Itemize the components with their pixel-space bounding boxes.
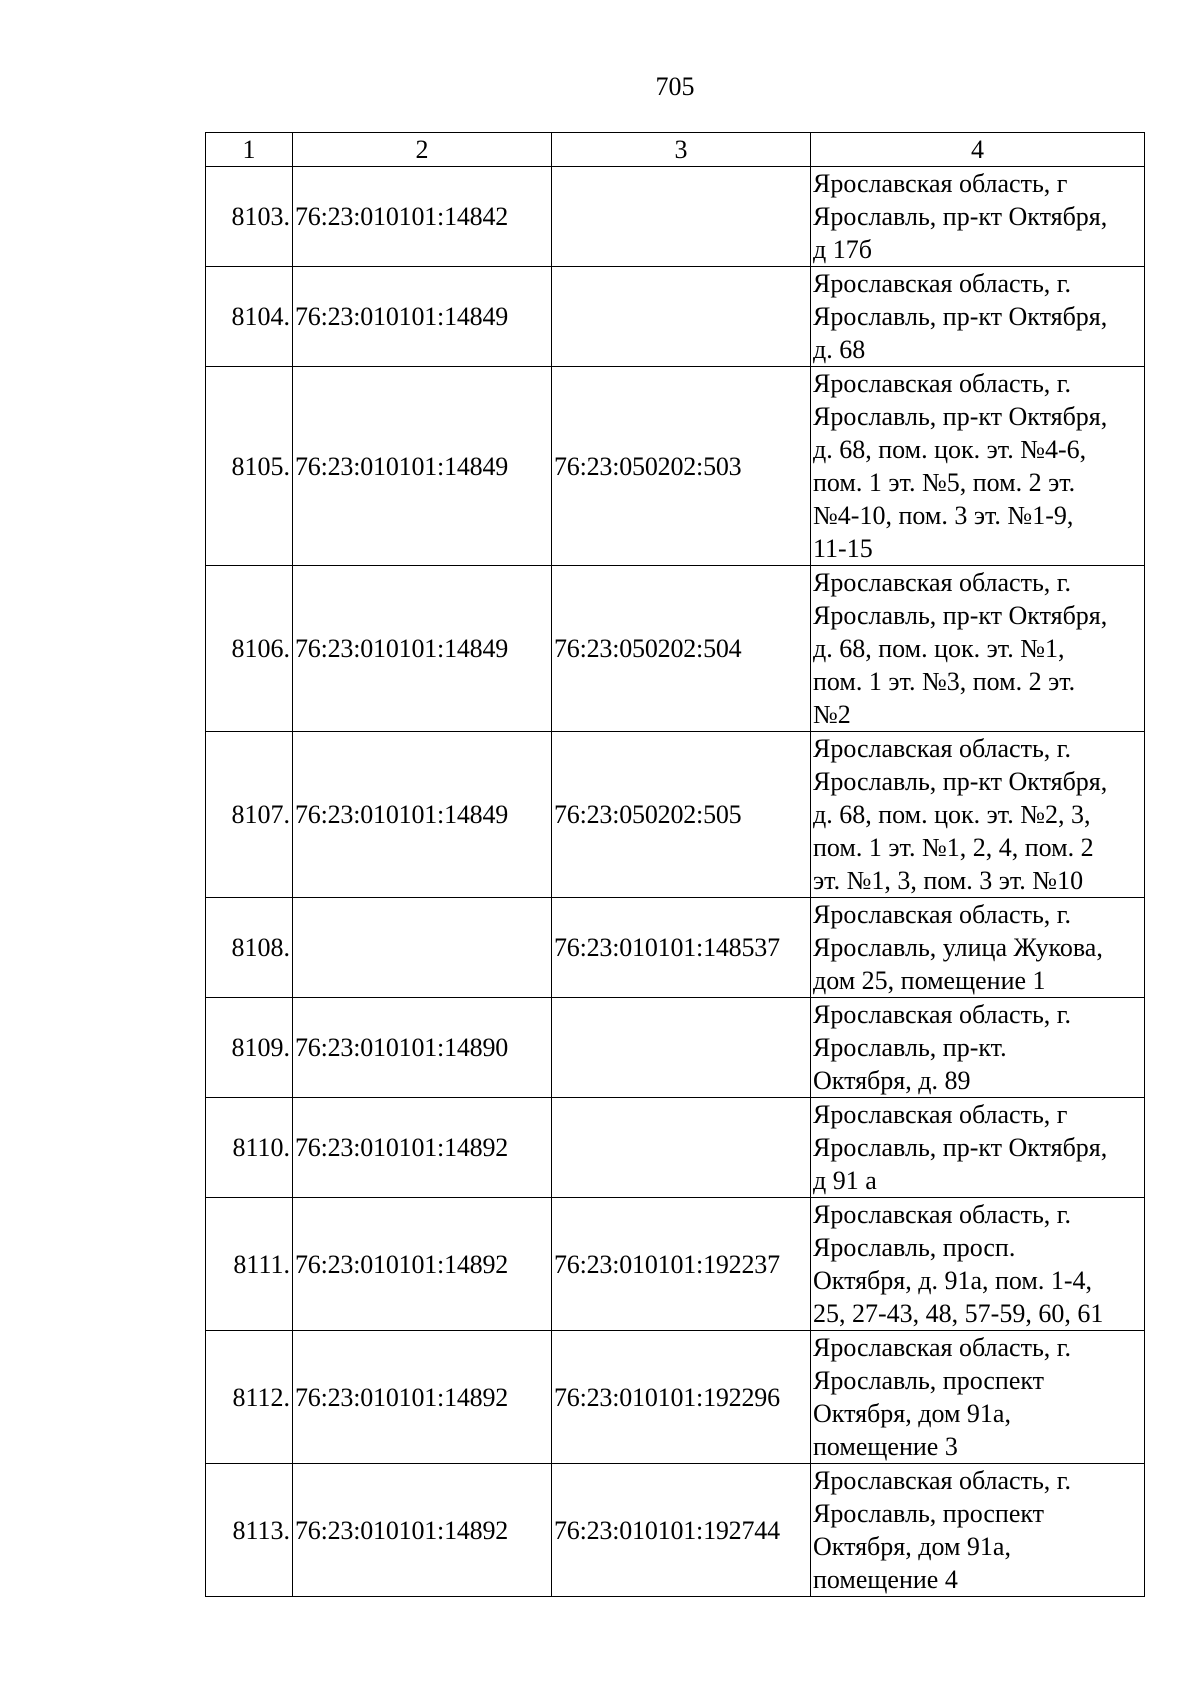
address-cell: [811, 1331, 1145, 1464]
address-line: Ярославская область, г.: [813, 269, 1072, 298]
table-body: [206, 167, 1145, 1597]
address-line: Ярославль, улица Жукова,: [813, 933, 1103, 962]
cadastral-number-main: [293, 898, 552, 998]
address-line: Ярославль, пр-кт Октября,: [813, 767, 1108, 796]
table-row: [206, 566, 1145, 732]
cadastral-number-main: 76:23:010101:14849: [293, 367, 552, 566]
cadastral-number-main: 76:23:010101:14892: [293, 1198, 552, 1331]
address-cell: [811, 1098, 1145, 1198]
address-line: Октября, дом 91а,: [813, 1532, 1011, 1561]
page-number: 705: [655, 72, 695, 101]
cadastral-number-main: 76:23:010101:14849: [293, 566, 552, 732]
address-line: Ярославль, проспект: [813, 1499, 1045, 1528]
cadastral-number-premises: 76:23:050202:505: [552, 732, 811, 898]
cadastral-number-premises: 76:23:050202:504: [552, 566, 811, 732]
address-line: Ярославская область, г.: [813, 1466, 1072, 1495]
address-line: д 91 а: [813, 1166, 877, 1195]
row-number: 8104.: [206, 267, 293, 367]
cadastral-number-premises: [552, 1098, 811, 1198]
row-number: 8109.: [206, 998, 293, 1098]
header-col-4: 4: [811, 133, 1145, 167]
cadastral-number-main: 76:23:010101:14892: [293, 1098, 552, 1198]
address-line: Ярославль, просп.: [813, 1233, 1016, 1262]
row-number: 8103.: [206, 167, 293, 267]
cadastral-number-premises: [552, 267, 811, 367]
cadastral-number-premises: [552, 167, 811, 267]
cadastral-number-main: 76:23:010101:14849: [293, 732, 552, 898]
table-row: [206, 1331, 1145, 1464]
address-line: Ярославская область, г.: [813, 1000, 1072, 1029]
address-cell: [811, 1198, 1145, 1331]
address-line: 25, 27-43, 48, 57-59, 60, 61: [813, 1299, 1104, 1328]
address-line: д. 68, пом. цок. эт. №4-6,: [813, 435, 1087, 464]
address-cell: [811, 167, 1145, 267]
address-cell: [811, 267, 1145, 367]
table-row: [206, 1098, 1145, 1198]
cadastral-number-main: 76:23:010101:14890: [293, 998, 552, 1098]
address-line: помещение 4: [813, 1565, 958, 1594]
address-line: Ярославль, пр-кт Октября,: [813, 402, 1108, 431]
address-line: Ярославская область, г.: [813, 568, 1072, 597]
cadastral-number-premises: 76:23:010101:192744: [552, 1464, 811, 1597]
address-line: пом. 1 эт. №3, пом. 2 эт.: [813, 667, 1076, 696]
address-line: Ярославль, проспект: [813, 1366, 1045, 1395]
address-line: Ярославль, пр-кт Октября,: [813, 302, 1108, 331]
table-row: [206, 1198, 1145, 1331]
address-line: д. 68, пом. цок. эт. №1,: [813, 634, 1065, 663]
table-row: [206, 732, 1145, 898]
row-number: 8108.: [206, 898, 293, 998]
address-line: Ярославская область, г.: [813, 1200, 1072, 1229]
address-line: Ярославская область, г.: [813, 369, 1072, 398]
address-line: №4-10, пом. 3 эт. №1-9,: [813, 501, 1074, 530]
address-line: 11-15: [813, 534, 873, 563]
address-line: дом 25, помещение 1: [813, 966, 1046, 995]
header-col-3: 3: [552, 133, 811, 167]
address-line: Октября, д. 89: [813, 1066, 971, 1095]
address-line: Октября, дом 91а,: [813, 1399, 1011, 1428]
address-cell: [811, 998, 1145, 1098]
address-line: Ярославская область, г.: [813, 900, 1072, 929]
cadastral-number-premises: 76:23:010101:148537: [552, 898, 811, 998]
header-col-2: 2: [293, 133, 552, 167]
address-cell: [811, 566, 1145, 732]
address-line: помещение 3: [813, 1432, 958, 1461]
row-number: 8111.: [206, 1198, 293, 1331]
address-line: Ярославль, пр-кт Октября,: [813, 1133, 1108, 1162]
address-line: Октября, д. 91а, пом. 1-4,: [813, 1266, 1093, 1295]
address-line: Ярославль, пр-кт Октября,: [813, 601, 1108, 630]
cadastral-number-premises: 76:23:050202:503: [552, 367, 811, 566]
address-line: эт. №1, 3, пом. 3 эт. №10: [813, 866, 1084, 895]
table-row: [206, 167, 1145, 267]
address-line: Ярославская область, г.: [813, 1333, 1072, 1362]
address-line: Ярославская область, г: [813, 169, 1068, 198]
row-number: 8105.: [206, 367, 293, 566]
address-cell: [811, 367, 1145, 566]
address-cell: [811, 732, 1145, 898]
address-line: Ярославль, пр-кт Октября,: [813, 202, 1108, 231]
address-line: Ярославская область, г: [813, 1100, 1068, 1129]
row-number: 8113.: [206, 1464, 293, 1597]
address-line: д 17б: [813, 235, 872, 264]
table-row: [206, 898, 1145, 998]
address-line: д. 68: [813, 335, 866, 364]
table-row: [206, 998, 1145, 1098]
row-number: 8107.: [206, 732, 293, 898]
row-number: 8106.: [206, 566, 293, 732]
table-row: [206, 367, 1145, 566]
cadastral-number-premises: 76:23:010101:192296: [552, 1331, 811, 1464]
cadastral-number-main: 76:23:010101:14842: [293, 167, 552, 267]
registry-table: [205, 132, 1145, 1597]
address-line: №2: [813, 700, 851, 729]
cadastral-number-main: 76:23:010101:14892: [293, 1331, 552, 1464]
cadastral-number-premises: [552, 998, 811, 1098]
address-line: Ярославская область, г.: [813, 734, 1072, 763]
address-cell: [811, 898, 1145, 998]
address-line: д. 68, пом. цок. эт. №2, 3,: [813, 800, 1091, 829]
header-col-1: 1: [206, 133, 293, 167]
table-header-row: [206, 133, 1145, 167]
row-number: 8112.: [206, 1331, 293, 1464]
address-line: пом. 1 эт. №1, 2, 4, пом. 2: [813, 833, 1094, 862]
row-number: 8110.: [206, 1098, 293, 1198]
address-line: пом. 1 эт. №5, пом. 2 эт.: [813, 468, 1076, 497]
table-row: [206, 1464, 1145, 1597]
cadastral-number-main: 76:23:010101:14892: [293, 1464, 552, 1597]
cadastral-number-main: 76:23:010101:14849: [293, 267, 552, 367]
table-row: [206, 267, 1145, 367]
address-cell: [811, 1464, 1145, 1597]
cadastral-number-premises: 76:23:010101:192237: [552, 1198, 811, 1331]
address-line: Ярославль, пр-кт.: [813, 1033, 1007, 1062]
